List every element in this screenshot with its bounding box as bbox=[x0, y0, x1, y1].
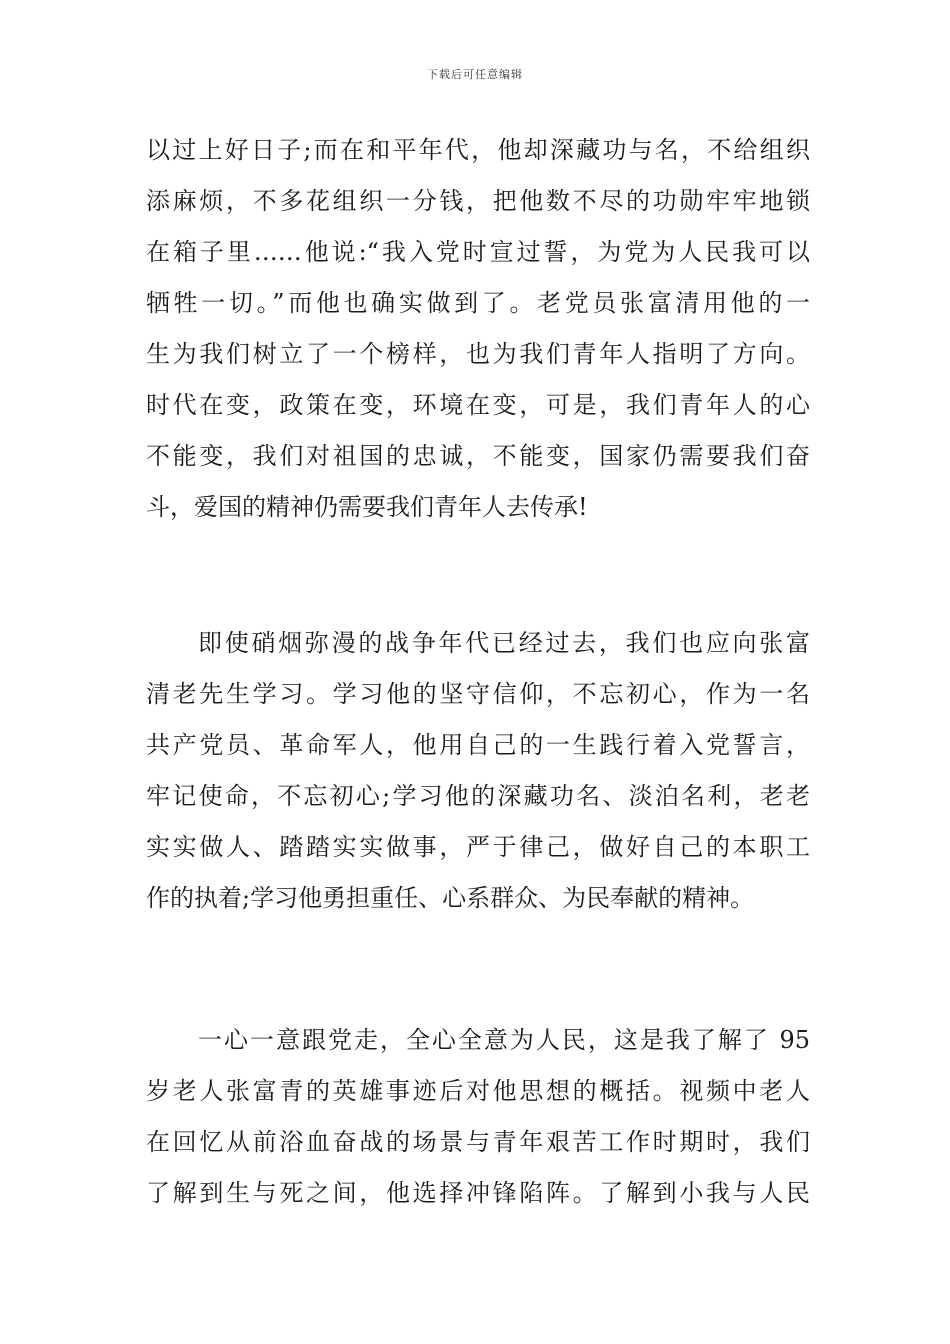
text-line: 生为我们树立了一个榜样，也为我们青年人指明了方向。 bbox=[146, 340, 810, 368]
text-line: 牺牲一切。”而他也确实做到了。老党员张富清用他的一 bbox=[146, 289, 810, 317]
text-line: 清老先生学习。学习他的坚守信仰，不忘初心，作为一名 bbox=[146, 680, 810, 708]
text-line: 在回忆从前浴血奋战的场景与青年艰苦工作时期时，我们 bbox=[146, 1128, 810, 1156]
text-line: 时代在变，政策在变，环境在变，可是，我们青年人的心 bbox=[146, 391, 810, 419]
text-line: 在箱子里……他说:“我入党时宣过誓，为党为人民我可以 bbox=[146, 238, 810, 266]
text-line: 共产党员、革命军人，他用自己的一生践行着入党誓言， bbox=[146, 731, 810, 759]
page-header: 下载后可任意编辑 bbox=[427, 68, 523, 81]
paragraph bbox=[146, 133, 810, 541]
text-line: 添麻烦，不多花组织一分钱，把他数不尽的功勋牢牢地锁 bbox=[146, 187, 810, 215]
text-line: 岁老人张富青的英雄事迹后对他思想的概括。视频中老人 bbox=[146, 1077, 810, 1105]
paragraph bbox=[146, 1023, 810, 1227]
text-line: 以过上好日子;而在和平年代，他却深藏功与名，不给组织 bbox=[146, 136, 810, 164]
text-line: 了解到生与死之间，他选择冲锋陷阵。了解到小我与人民 bbox=[146, 1179, 810, 1207]
text-line: 作的执着;学习他勇担重任、心系群众、为民奉献的精神。 bbox=[146, 884, 755, 912]
text-line: 即使硝烟弥漫的战争年代已经过去，我们也应向张富 bbox=[198, 629, 810, 657]
text-line: 斗，爱国的精神仍需要我们青年人去传承! bbox=[146, 493, 588, 521]
text-line: 不能变，我们对祖国的忠诚，不能变，国家仍需要我们奋 bbox=[146, 442, 810, 470]
text-line: 一心一意跟党走，全心全意为人民，这是我了解了 95 bbox=[198, 1026, 810, 1054]
text-line: 牢记使命，不忘初心;学习他的深藏功名、淡泊名利，老老 bbox=[146, 782, 810, 810]
paragraph bbox=[146, 626, 810, 932]
text-line: 实实做人、踏踏实实做事，严于律己，做好自己的本职工 bbox=[146, 833, 810, 861]
